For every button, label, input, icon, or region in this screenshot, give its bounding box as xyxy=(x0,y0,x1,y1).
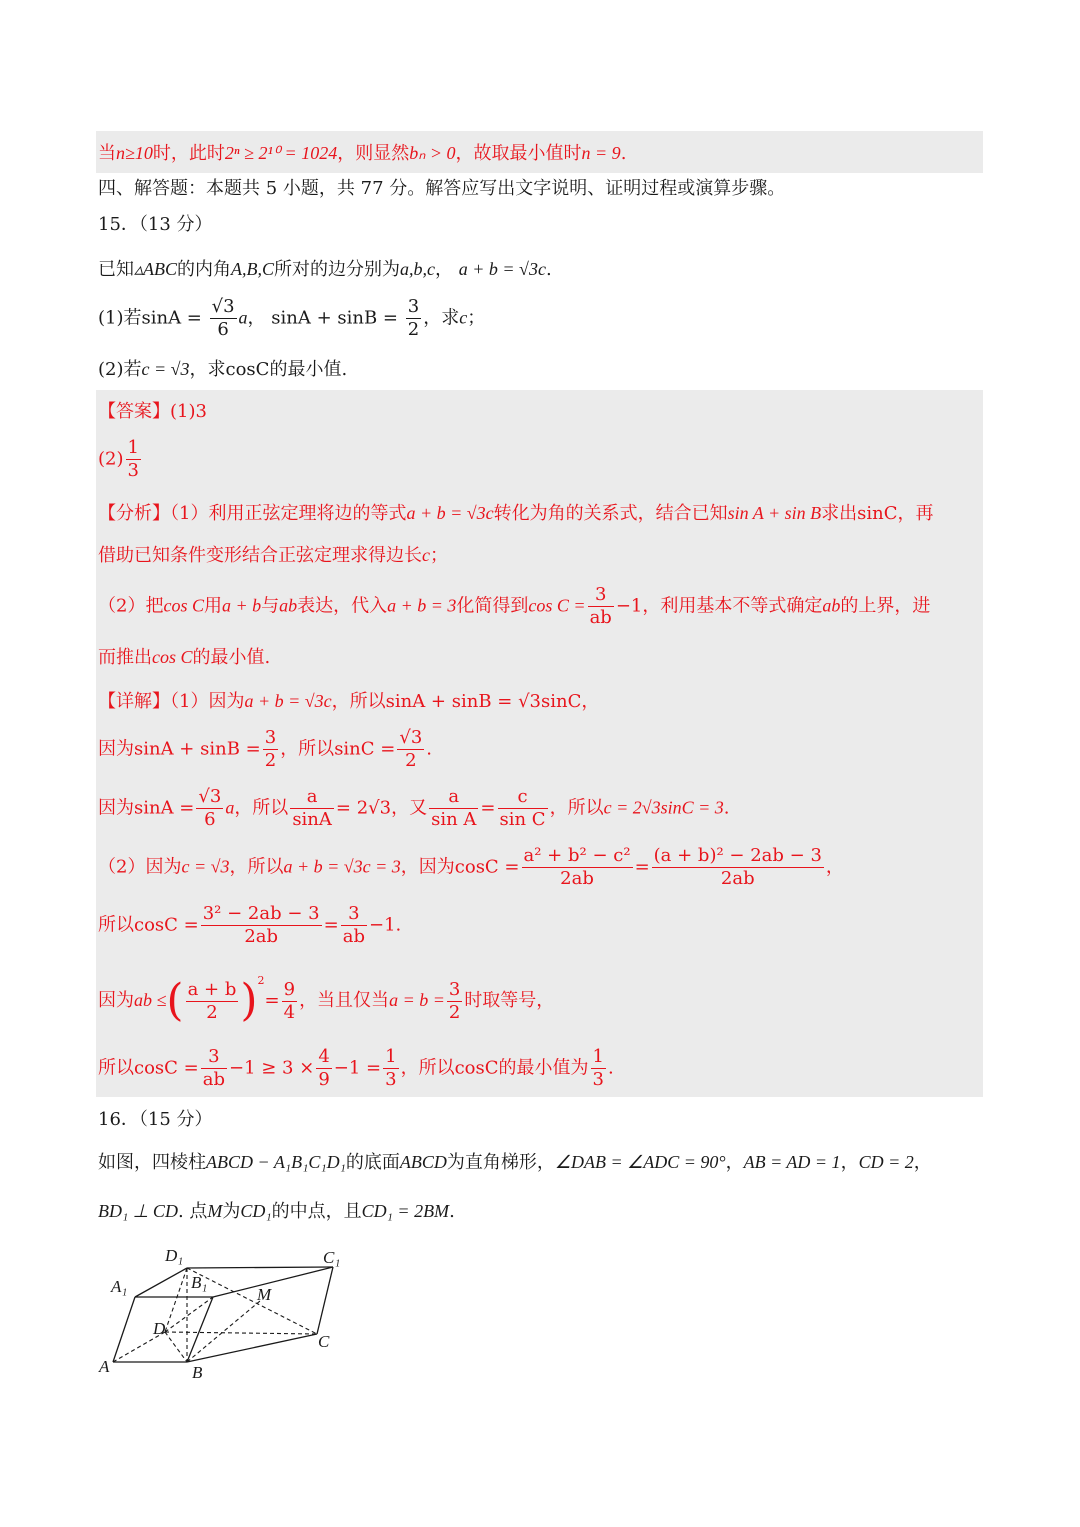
analysis-label: 【分析】 xyxy=(98,503,170,524)
label-b1: B₁ xyxy=(191,1273,208,1292)
q16-stem-1: 如图，四棱柱ABCD − A₁B₁C₁D₁的底面ABCD为直角梯形，∠DAB = ∠ADC = 90°，AB = AD = 1，CD = 2， xyxy=(98,1152,932,1173)
q15-part2: (2)若c = √3，求cosC的最小值. xyxy=(98,359,348,380)
edge-a1-a xyxy=(113,1297,135,1362)
prism-figure xyxy=(95,1240,365,1385)
analysis-line-4: 而推出cos C的最小值. xyxy=(98,647,271,668)
prev-solution-line: 当n≥10时，此时2ⁿ ≥ 2¹⁰ = 1024，则显然bₙ > 0，故取最小值时n = 9. xyxy=(98,143,627,164)
edge-c1-c xyxy=(317,1267,333,1334)
q15-part1: (1)若sinA = $\frac{√3}{6}$ a， sinA + sinB = $\frac{3}{2}$ ，求c； xyxy=(98,296,486,340)
detail-line-1: 【详解】（1）因为a + b = √3c，所以sinA + sinB = √3sinC， xyxy=(98,691,600,712)
analysis-line-1: 【分析】（1）利用正弦定理将边的等式a + b = √3c转化为角的关系式，结合已知sin A + sin B求出sinC，再 xyxy=(98,503,934,524)
answer-label: 【答案】 xyxy=(98,401,170,422)
label-d1: D₁ xyxy=(165,1246,184,1265)
edge-d-c xyxy=(165,1332,317,1334)
edge-b-c xyxy=(187,1334,317,1362)
q15-number: 15．（13 分） xyxy=(98,214,213,235)
label-b: B xyxy=(192,1363,203,1382)
fraction: $\frac{3}{2}$ xyxy=(407,296,420,340)
label-a1: A₁ xyxy=(111,1277,128,1296)
edge-d1-d xyxy=(165,1268,187,1332)
edge-d-b xyxy=(165,1332,187,1362)
label-d: D xyxy=(153,1319,166,1338)
q15-stem: 已知▵ABC的内角A,B,C所对的边分别为a,b,c， a + b = √3c. xyxy=(98,259,552,280)
detail-line-5: 所以cosC = $\frac{\text{3² − 2ab − 3}}{2ab}$ = $\frac{3}{ab}$ −1. xyxy=(98,903,402,947)
detail-label: 【详解】 xyxy=(98,691,170,712)
detail-line-4: （2）因为c = √3，所以a + b = √3c = 3，因为cosC = $\frac{\text{a² + b² − c²}}{2ab}$ = $\frac{\text{(a + b)² − 2ab − 3}}{2ab}$ ， xyxy=(98,845,844,889)
label-m: M xyxy=(257,1285,272,1304)
edge-b1-c1 xyxy=(213,1267,333,1297)
analysis-line-3: （2）把cos C用a + b与ab表达，代入a + b = 3化简得到cos C = $\frac{3}{ab}$ −1，利用基本不等式确定ab的上界，进 xyxy=(98,584,931,628)
section-heading: 四、解答题：本题共 5 小题，共 77 分。解答应写出文字说明、证明过程或演算步骤。 xyxy=(98,178,786,199)
edge-a1-d1 xyxy=(135,1268,187,1297)
detail-line-6: 因为ab ≤( $\frac{a + b}{2}$ )$^2$= $\frac{9}{4}$ ，当且仅当a = b = $\frac{3}{2}$ 时取等号， xyxy=(98,974,555,1026)
q16-number: 16．（15 分） xyxy=(98,1109,213,1130)
detail-line-3: 因为sinA = $\frac{√3}{6}$ a，所以 $\frac{a}{\sin A}$ = 2√3，又 $\frac{a}{\text{sin A}}$ = $\frac{c}{\text{sin C}}$ ，所以c = 2√3sinC = 3. xyxy=(98,786,730,830)
answer-line-2: (2) $\frac{1}{3}$ xyxy=(98,437,139,481)
edge-b-m xyxy=(187,1301,260,1362)
edge-d1-c1 xyxy=(187,1267,333,1268)
label-a: A xyxy=(99,1357,110,1376)
label-c: C xyxy=(318,1332,330,1351)
analysis-line-2: 借助已知条件变形结合正弦定理求得边长c； xyxy=(98,545,448,566)
detail-line-2: 因为sinA + sinB = $\frac{3}{2}$ ，所以sinC = $\frac{√3}{2}$ . xyxy=(98,727,433,771)
q16-stem-2: BD₁ ⊥ CD. 点M为CD₁的中点，且CD₁ = 2BM. xyxy=(98,1201,455,1222)
detail-line-7: 所以cosC = $\frac{3}{ab}$ −1 ≥ 3 × $\frac{4}{9}$ −1 = $\frac{1}{3}$ ，所以cosC的最小值为 $\frac{1}{3}$ . xyxy=(98,1046,614,1090)
answer-line: 【答案】(1)3 xyxy=(98,401,207,422)
fraction: $\frac{√3}{6}$ xyxy=(211,296,235,340)
label-c1: C₁ xyxy=(323,1248,341,1267)
